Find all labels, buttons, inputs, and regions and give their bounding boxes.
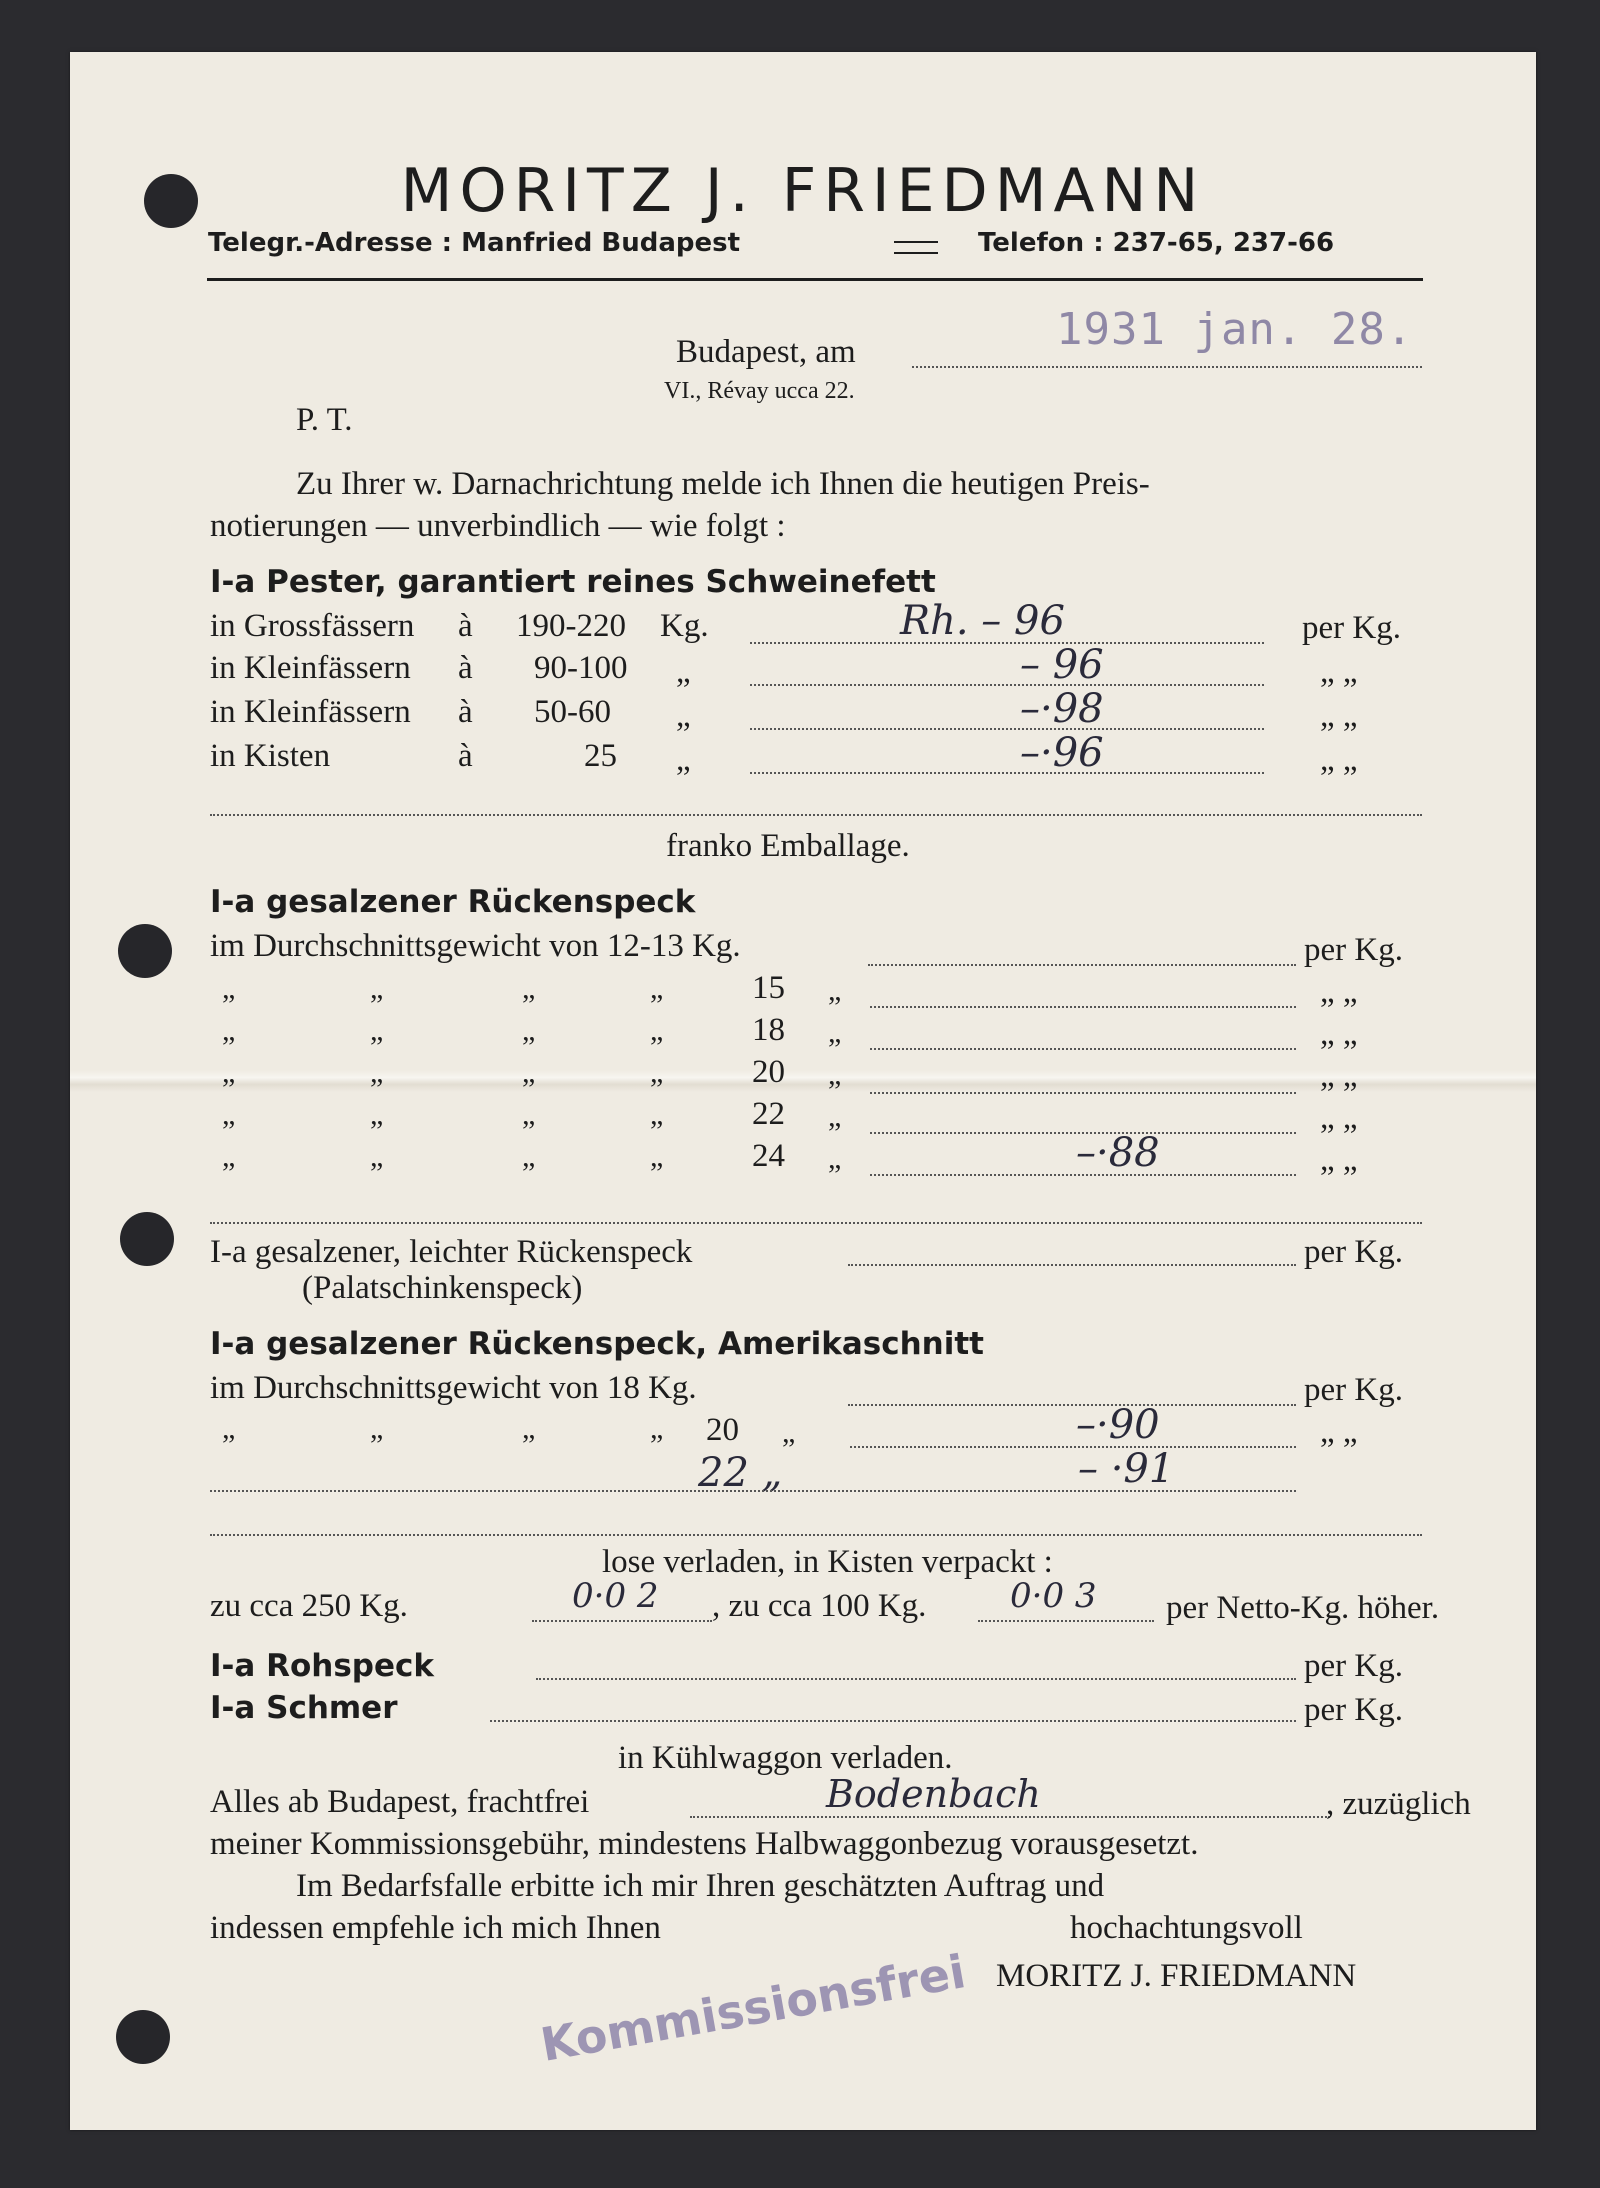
rueckenspeck-first-line: im Durchschnittsgewicht von 12-13 Kg. bbox=[210, 928, 741, 964]
row-label: in Kisten bbox=[210, 738, 331, 774]
row-unit: „ bbox=[676, 698, 691, 734]
row-weight: 22 bbox=[752, 1096, 785, 1132]
row-weight: 24 bbox=[752, 1138, 785, 1174]
ditto-mark: „ bbox=[370, 1056, 384, 1089]
price-dotted-line bbox=[750, 772, 1264, 774]
ditto-mark: „ bbox=[370, 972, 384, 1005]
date-stamp: 1931 jan. 28. bbox=[1056, 304, 1414, 355]
amerika-first-line: im Durchschnittsgewicht von 18 Kg. bbox=[210, 1370, 697, 1406]
closing-line-4b: hochachtungsvoll bbox=[1070, 1910, 1303, 1946]
telegram-address: Telegr.-Adresse : Manfried Budapest bbox=[208, 228, 741, 258]
ditto-mark: „ bbox=[522, 972, 536, 1005]
row-weight: 20 bbox=[752, 1054, 785, 1090]
row-per: „ „ bbox=[1320, 1142, 1358, 1178]
ditto-mark: „ bbox=[522, 1098, 536, 1131]
price-dotted-line bbox=[870, 1048, 1296, 1050]
row-per: per Kg. bbox=[1304, 1692, 1403, 1728]
price-dotted-line bbox=[848, 1404, 1296, 1406]
ab-budapest: Alles ab Budapest, frachtfrei bbox=[210, 1784, 590, 1820]
price-dotted-line bbox=[870, 1092, 1296, 1094]
telephone-numbers: Telefon : 237-65, 237-66 bbox=[978, 228, 1335, 258]
row-weight: 90-100 bbox=[534, 650, 628, 686]
ditto-mark: „ bbox=[522, 1412, 536, 1445]
row-weight: 50-60 bbox=[534, 694, 611, 730]
row-a: à bbox=[458, 608, 473, 644]
letter-sheet bbox=[70, 52, 1536, 2130]
ditto-mark: „ bbox=[222, 1098, 236, 1131]
ditto-mark: „ bbox=[222, 1412, 236, 1445]
kuehlwaggon-line: in Kühlwaggon verladen. bbox=[618, 1740, 953, 1776]
row-unit: Kg. bbox=[660, 608, 709, 644]
ditto-mark: „ bbox=[222, 1140, 236, 1173]
closing-line-4a: indessen empfehle ich mich Ihnen bbox=[210, 1910, 661, 1946]
handwritten-price: –·88 bbox=[1076, 1130, 1160, 1176]
row-per: „ „ bbox=[1320, 654, 1358, 690]
ditto-mark: „ bbox=[522, 1056, 536, 1089]
intro-line-1: Zu Ihrer w. Darnachrichtung melde ich Ihnen die heutigen Preis- bbox=[296, 466, 1150, 502]
price-dotted-line bbox=[536, 1678, 1296, 1680]
schweinefett-heading: I-a Pester, garantiert reines Schweinefett bbox=[210, 564, 936, 600]
kommissionsfrei-stamp: Kommissionsfrei bbox=[536, 1944, 970, 2072]
signature: MORITZ J. FRIEDMANN bbox=[996, 1958, 1357, 1994]
price-dotted-line bbox=[868, 964, 1296, 966]
row-label: in Kleinfässern bbox=[210, 694, 411, 730]
handwritten-price: –·90 bbox=[1076, 1402, 1160, 1448]
ditto-mark: „ bbox=[828, 1016, 842, 1049]
row-per: „ „ bbox=[1320, 1016, 1358, 1052]
rueckenspeck-heading: I-a gesalzener Rückenspeck bbox=[210, 884, 696, 920]
ditto-mark: „ bbox=[828, 974, 842, 1007]
rohspeck-label: I-a Rohspeck bbox=[210, 1648, 435, 1684]
zuzueglich: , zuzüglich bbox=[1326, 1786, 1471, 1822]
salutation: P. T. bbox=[296, 402, 353, 438]
row-weight: 15 bbox=[752, 970, 785, 1006]
ditto-mark: „ bbox=[370, 1014, 384, 1047]
price-dotted-line bbox=[978, 1620, 1154, 1622]
verpackt-title: lose verladen, in Kisten verpackt : bbox=[602, 1544, 1053, 1580]
verpackt-part-3: per Netto-Kg. höher. bbox=[1166, 1590, 1440, 1626]
handwritten-surcharge: 0·0 3 bbox=[1010, 1576, 1097, 1616]
ditto-mark: „ bbox=[828, 1100, 842, 1133]
section-dotted-line bbox=[210, 1534, 1422, 1536]
ditto-mark: „ bbox=[370, 1412, 384, 1445]
schmer-label: I-a Schmer bbox=[210, 1690, 398, 1726]
verpackt-part-1: zu cca 250 Kg. bbox=[210, 1588, 408, 1624]
row-a: à bbox=[458, 650, 473, 686]
row-weight: 18 bbox=[752, 1012, 785, 1048]
ditto-mark: „ bbox=[828, 1058, 842, 1091]
ditto-mark: „ bbox=[650, 1412, 664, 1445]
price-dotted-line bbox=[850, 1446, 1296, 1448]
row-unit: „ bbox=[676, 654, 691, 690]
ditto-mark: „ bbox=[782, 1416, 796, 1449]
row-per: per Kg. bbox=[1304, 1372, 1403, 1408]
section-dotted-line bbox=[210, 814, 1422, 816]
row-a: à bbox=[458, 738, 473, 774]
row-per: „ „ bbox=[1320, 1058, 1358, 1094]
handwritten-price: –·96 bbox=[1020, 730, 1104, 776]
row-label: in Grossfässern bbox=[210, 608, 415, 644]
ditto-mark: „ bbox=[650, 1014, 664, 1047]
closing-line-2: meiner Kommissionsgebühr, mindestens Halbwaggonbezug vorausgesetzt. bbox=[210, 1826, 1199, 1862]
closing-line-3: Im Bedarfsfalle erbitte ich mir Ihren geschätzten Auftrag und bbox=[296, 1868, 1105, 1904]
punch-hole bbox=[116, 2010, 170, 2064]
leichter-line-2: (Palatschinkenspeck) bbox=[302, 1270, 583, 1306]
street-address: VI., Révay ucca 22. bbox=[664, 378, 855, 404]
row-per: „ „ bbox=[1320, 974, 1358, 1010]
row-weight: 190-220 bbox=[516, 608, 626, 644]
ditto-mark: „ bbox=[222, 972, 236, 1005]
amerika-heading: I-a gesalzener Rückenspeck, Amerikaschnitt bbox=[210, 1326, 984, 1362]
row-weight: 20 bbox=[706, 1412, 739, 1448]
price-dotted-line bbox=[870, 1006, 1296, 1008]
section-dotted-line bbox=[210, 1222, 1422, 1224]
ditto-mark: „ bbox=[522, 1140, 536, 1173]
handwritten-destination: Bodenbach bbox=[826, 1772, 1041, 1816]
handwritten-price: Rh. – 96 bbox=[900, 598, 1065, 644]
handwritten-price: – ·91 bbox=[1078, 1446, 1175, 1492]
row-per: per Kg. bbox=[1304, 1648, 1403, 1684]
row-weight: 25 bbox=[584, 738, 617, 774]
city-line: Budapest, am bbox=[676, 334, 856, 370]
row-per: „ „ bbox=[1320, 1100, 1358, 1136]
leichter-line-1: I-a gesalzener, leichter Rückenspeck bbox=[210, 1234, 693, 1270]
handwritten-surcharge: 0·0 2 bbox=[572, 1576, 659, 1616]
row-label: in Kleinfässern bbox=[210, 650, 411, 686]
intro-line-2: notierungen — unverbindlich — wie folgt : bbox=[210, 508, 786, 544]
row-per: „ „ bbox=[1320, 698, 1358, 734]
ditto-mark: „ bbox=[828, 1142, 842, 1175]
paper-fold bbox=[70, 1070, 1536, 1092]
price-dotted-line bbox=[750, 684, 1264, 686]
ditto-mark: „ bbox=[650, 972, 664, 1005]
ditto-mark: „ bbox=[650, 1140, 664, 1173]
punch-hole bbox=[120, 1212, 174, 1266]
price-dotted-line bbox=[532, 1620, 712, 1622]
row-per: per Kg. bbox=[1304, 1234, 1403, 1270]
row-a: à bbox=[458, 694, 473, 730]
franko-emballage: franko Emballage. bbox=[666, 828, 910, 864]
ditto-mark: „ bbox=[650, 1056, 664, 1089]
double-dash-separator bbox=[894, 241, 938, 254]
handwritten-price: –·98 bbox=[1020, 686, 1104, 732]
row-unit: „ bbox=[676, 742, 691, 778]
ditto-mark: „ bbox=[370, 1140, 384, 1173]
price-dotted-line bbox=[848, 1264, 1296, 1266]
destination-dotted-line bbox=[690, 1816, 1330, 1818]
ditto-mark: „ bbox=[222, 1056, 236, 1089]
handwritten-weight: 22 „ bbox=[698, 1450, 783, 1496]
ditto-mark: „ bbox=[522, 1014, 536, 1047]
ditto-mark: „ bbox=[370, 1098, 384, 1131]
company-name: MORITZ J. FRIEDMANN bbox=[400, 156, 1206, 226]
handwritten-price: – 96 bbox=[1020, 642, 1104, 688]
date-dotted-line bbox=[912, 366, 1422, 368]
row-per: per Kg. bbox=[1302, 610, 1401, 646]
price-dotted-line bbox=[750, 728, 1264, 730]
letterhead-rule bbox=[207, 278, 1423, 281]
verpackt-part-2: , zu cca 100 Kg. bbox=[712, 1588, 927, 1624]
punch-hole bbox=[118, 924, 172, 978]
row-per: „ „ bbox=[1320, 1414, 1358, 1450]
row-per: „ „ bbox=[1320, 742, 1358, 778]
row-per: per Kg. bbox=[1304, 932, 1403, 968]
price-dotted-line bbox=[490, 1720, 1296, 1722]
ditto-mark: „ bbox=[222, 1014, 236, 1047]
ditto-mark: „ bbox=[650, 1098, 664, 1131]
